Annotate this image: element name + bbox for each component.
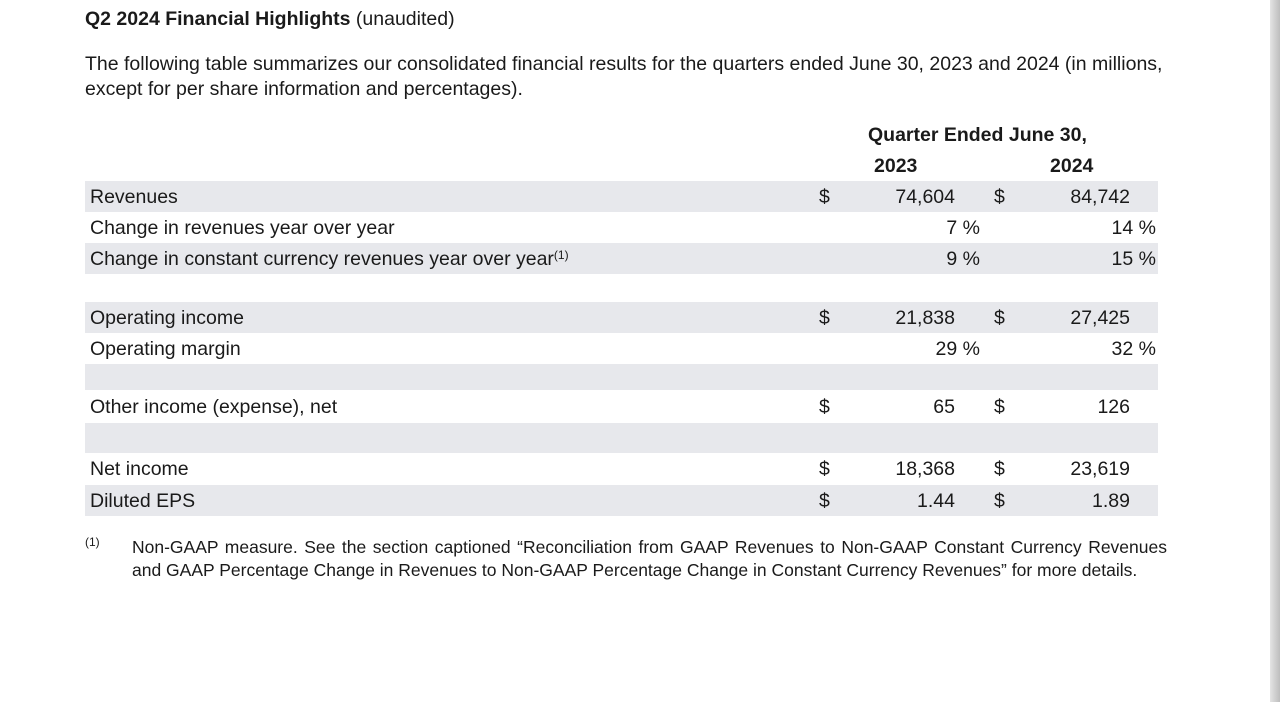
value-2023: 1.44 — [917, 490, 955, 512]
currency-symbol: $ — [819, 396, 830, 418]
value-2023: 18,368 — [895, 458, 955, 480]
footnote-reference: (1) — [553, 248, 569, 262]
row-label: Revenues — [90, 186, 178, 208]
currency-symbol: $ — [819, 307, 830, 329]
table-row-other-income — [85, 391, 1158, 422]
column-header-2024: 2024 — [1050, 155, 1094, 177]
row-label: Change in revenues year over year — [90, 217, 395, 239]
value-2023: 74,604 — [895, 186, 955, 208]
title-suffix: (unaudited) — [355, 8, 455, 30]
currency-symbol: $ — [994, 458, 1005, 480]
period-header: Quarter Ended June 30, — [868, 124, 1087, 146]
table-spacer-row — [85, 423, 1158, 453]
currency-symbol: $ — [994, 186, 1005, 208]
table-row-operating-margin — [85, 333, 1158, 364]
row-label: Net income — [90, 458, 189, 480]
value-2024: 84,742 — [1070, 186, 1130, 208]
row-label: Operating margin — [90, 338, 241, 360]
value-2023: 9 % — [946, 248, 980, 270]
currency-symbol: $ — [994, 396, 1005, 418]
currency-symbol: $ — [994, 307, 1005, 329]
intro-paragraph: The following table summarizes our consolidated financial results for the quarters ended June 30, 2023 and 2024 (in millions, except for per share information and percentages). — [85, 53, 1163, 100]
value-2024: 1.89 — [1092, 490, 1130, 512]
table-row-revenues — [85, 181, 1158, 212]
value-2024: 32 % — [1111, 338, 1156, 360]
row-label: Diluted EPS — [90, 490, 196, 512]
table-row-revenue-change — [85, 212, 1158, 243]
currency-symbol: $ — [819, 490, 830, 512]
currency-symbol: $ — [819, 186, 830, 208]
row-label-text: Change in constant currency revenues year over year — [90, 248, 554, 270]
value-2023: 29 % — [935, 338, 980, 360]
column-header-2023: 2023 — [874, 155, 918, 177]
table-row-operating-income — [85, 302, 1158, 333]
value-2024: 27,425 — [1070, 307, 1130, 329]
row-label: Operating income — [90, 307, 244, 329]
value-2024: 14 % — [1111, 217, 1156, 239]
footnote-marker: (1) — [85, 535, 100, 549]
value-2024: 15 % — [1111, 248, 1156, 270]
footnote-text: Non-GAAP measure. See the section captioned “Reconciliation from GAAP Revenues to Non-GAAP Constant Currency Revenues and GAAP Percentage Change in Revenues to Non-GAAP Percentage Change in Constant Currency Revenues” for more details. — [132, 537, 1167, 580]
value-2023: 7 % — [946, 217, 980, 239]
currency-symbol: $ — [994, 490, 1005, 512]
row-label — [90, 248, 569, 271]
row-label: Other income (expense), net — [90, 396, 338, 418]
table-row-diluted-eps — [85, 485, 1158, 516]
currency-symbol: $ — [819, 458, 830, 480]
value-2024: 23,619 — [1070, 458, 1130, 480]
page-title — [85, 8, 455, 31]
table-row-net-income — [85, 453, 1158, 484]
page-edge-shadow — [1270, 0, 1280, 702]
value-2024: 126 — [1097, 396, 1130, 418]
table-row-constant-currency-change — [85, 243, 1158, 274]
title-main: Q2 2024 Financial Highlights — [85, 8, 351, 30]
value-2023: 65 — [933, 396, 955, 418]
table-spacer-row — [85, 364, 1158, 390]
value-2023: 21,838 — [895, 307, 955, 329]
